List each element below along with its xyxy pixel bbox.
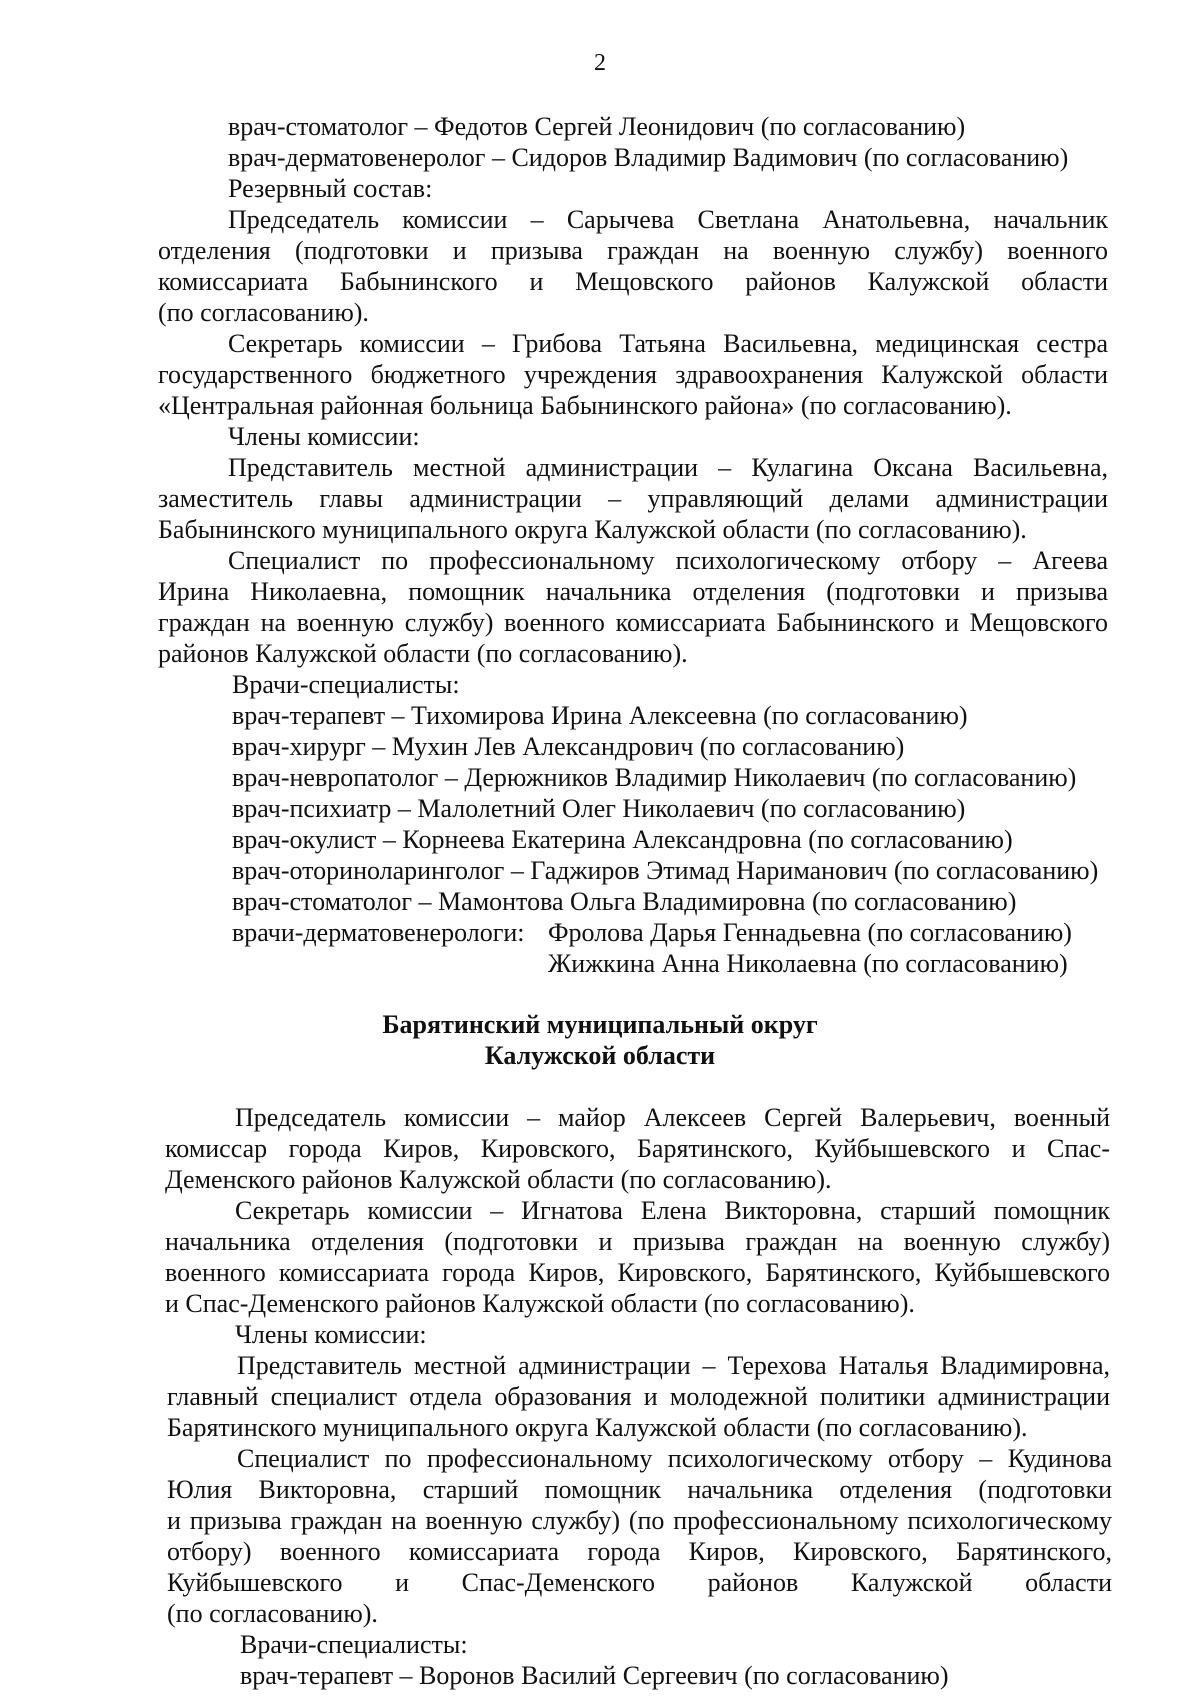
text-line: Специалист по профессиональному психологическому отбору – Агеева xyxy=(228,546,1108,575)
doctor-role-label: врачи-дерматовенерологи: xyxy=(232,918,525,947)
text-line: (по согласованию). xyxy=(167,1599,378,1628)
text-line: «Центральная районная больница Бабынинского района» (по согласованию). xyxy=(158,391,1012,420)
text-line: врач-стоматолог – Федотов Сергей Леонидович (по согласованию) xyxy=(228,112,966,141)
text-line: комиссариата Бабынинского и Мещовского районов Калужской области xyxy=(158,267,1108,296)
text-line: Специалист по профессиональному психологическому отбору – Кудинова xyxy=(237,1444,1112,1473)
text-line: и Спас-Деменского районов Калужской области (по согласованию). xyxy=(165,1289,915,1318)
page-number: 2 xyxy=(594,50,606,76)
text-line: начальника отделения (подготовки и призыва граждан на военную службу) xyxy=(165,1227,1110,1256)
text-line: Секретарь комиссии – Игнатова Елена Викторовна, старший помощник xyxy=(235,1196,1110,1225)
text-line: заместитель главы администрации – управляющий делами администрации xyxy=(158,484,1108,513)
section-heading-line2: Калужской области xyxy=(484,1041,716,1070)
text-line: Представитель местной администрации – Кулагина Оксана Васильевна, xyxy=(228,453,1108,482)
text-line: граждан на военную службу) военного комиссариата Бабынинского и Мещовского xyxy=(158,608,1108,637)
text-line: отбору) военного комиссариата города Киров, Кировского, Барятинского, xyxy=(167,1537,1112,1566)
subheading-doctors: Врачи-специалисты: xyxy=(232,670,460,699)
doctor-line: врач-психиатр – Малолетний Олег Николаевич (по согласованию) xyxy=(232,794,966,823)
text-line: государственного бюджетного учреждения здравоохранения Калужской области xyxy=(158,360,1108,389)
doctor-line: врач-оториноларинголог – Гаджиров Этимад Нариманович (по согласованию) xyxy=(232,856,1099,885)
text-line: Председатель комиссии – Сарычева Светлана Анатольевна, начальник xyxy=(228,205,1108,234)
text-line: Куйбышевского и Спас-Деменского районов Калужской области xyxy=(167,1568,1112,1597)
text-line: комиссар города Киров, Кировского, Барятинского, Куйбышевского и Спас- xyxy=(165,1134,1110,1163)
text-line: Барятинского муниципального округа Калужской области (по согласованию). xyxy=(167,1413,1028,1442)
text-line: и призыва граждан на военную службу) (по профессиональному психологическому xyxy=(167,1506,1112,1535)
text-line: военного комиссариата города Киров, Кировского, Барятинского, Куйбышевского xyxy=(165,1258,1110,1287)
text-line: Юлия Викторовна, старший помощник начальника отделения (подготовки xyxy=(167,1475,1112,1504)
doctor-line: врач-стоматолог – Мамонтова Ольга Владимировна (по согласованию) xyxy=(232,887,1017,916)
doctor-line: врач-хирург – Мухин Лев Александрович (по согласованию) xyxy=(232,732,905,761)
doctor-line: врач-невропатолог – Дерюжников Владимир Николаевич (по согласованию) xyxy=(232,763,1077,792)
text-line: Бабынинского муниципального округа Калужской области (по согласованию). xyxy=(158,515,1027,544)
subheading-doctors: Врачи-специалисты: xyxy=(240,1630,468,1659)
text-line: главный специалист отдела образования и молодежной политики администрации xyxy=(167,1382,1110,1411)
text-line: районов Калужской области (по согласованию). xyxy=(158,639,688,668)
text-line: Деменского районов Калужской области (по согласованию). xyxy=(165,1165,832,1194)
doctor-line: Фролова Дарья Геннадьевна (по согласованию) xyxy=(548,918,1072,947)
text-line: Ирина Николаевна, помощник начальника отделения (подготовки и призыва xyxy=(158,577,1108,606)
subheading-members: Члены комиссии: xyxy=(228,422,420,451)
text-line: Секретарь комиссии – Грибова Татьяна Васильевна, медицинская сестра xyxy=(228,329,1108,358)
doctor-line: врач-окулист – Корнеева Екатерина Александровна (по согласованию) xyxy=(232,825,1013,854)
doctor-line: Жижкина Анна Николаевна (по согласованию) xyxy=(548,949,1068,978)
doctor-line: врач-терапевт – Воронов Василий Сергеевич (по согласованию) xyxy=(240,1661,949,1690)
subheading-members: Члены комиссии: xyxy=(235,1320,427,1349)
doctor-line: врач-терапевт – Тихомирова Ирина Алексеевна (по согласованию) xyxy=(232,701,968,730)
text-line: врач-дерматовенеролог – Сидоров Владимир Вадимович (по согласованию) xyxy=(228,143,1069,172)
subheading-reserve: Резервный состав: xyxy=(228,174,433,203)
text-line: (по согласованию). xyxy=(158,298,369,327)
text-line: Представитель местной администрации – Терехова Наталья Владимировна, xyxy=(237,1351,1110,1380)
section-heading-line1: Барятинский муниципальный округ xyxy=(382,1010,818,1039)
text-line: Председатель комиссии – майор Алексеев Сергей Валерьевич, военный xyxy=(235,1103,1110,1132)
text-line: отделения (подготовки и призыва граждан на военную службу) военного xyxy=(158,236,1108,265)
